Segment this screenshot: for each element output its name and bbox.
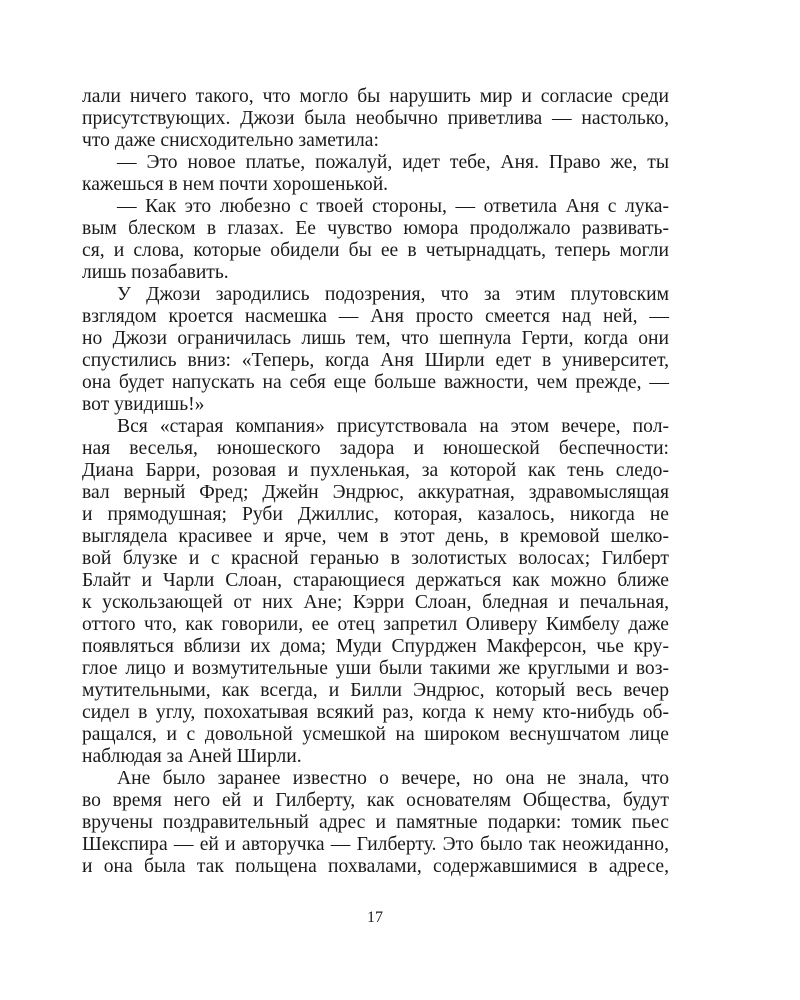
text-line: вой блузке и с красной геранью в золотистых волосах; Гилберт [82,548,669,569]
page-number: 17 [367,909,383,926]
text-line: ся, и слова, которые обидели бы ее в четырнадцать, теперь могли [82,240,669,261]
text-line: мутительными, как всегда, и Билли Эндрюс, который весь вечер [82,680,669,701]
text-line: Вся «старая компания» присутствовала на этом вечере, пол- [117,416,669,437]
text-line: вот увидишь!» [82,394,205,415]
text-line: и она была так польщена похвалами, содержавшимися в адресе, [82,856,669,877]
text-line: — Это новое платье, пожалуй, идет тебе, Аня. Право же, ты [117,152,669,173]
text-line: но Джози ограничилась лишь тем, что шепнула Герти, когда они [82,328,669,349]
text-line: лишь позабавить. [82,262,229,283]
text-line: наблюдая за Аней Ширли. [82,746,302,767]
text-line: оттого что, как говорили, ее отец запретил Оливеру Кимбелу даже [82,614,669,635]
text-line: глое лицо и возмутительные уши были такими же круглыми и воз- [82,658,669,679]
text-line: к ускользающей от них Ане; Кэрри Слоан, бледная и печальная, [82,592,669,613]
text-line: что даже снисходительно заметила: [82,130,379,151]
text-line: кажешься в нем почти хорошенькой. [82,174,389,195]
text-line: Блайт и Чарли Слоан, старающиеся держаться как можно ближе [82,570,669,591]
text-line: Ане было заранее известно о вечере, но она не знала, что [117,768,669,789]
text-line: появляться вблизи их дома; Муди Спурджен Макферсон, чье кру- [82,636,669,657]
text-line: сидел в углу, похохатывая всякий раз, когда к нему кто-нибудь об- [82,702,669,723]
text-line: спустились вниз: «Теперь, когда Аня Ширли едет в университет, [82,350,669,371]
text-line: присутствующих. Джози была необычно приветлива — настолько, [82,108,669,129]
text-line: У Джози зародились подозрения, что за этим плутовским [117,284,669,305]
text-line: Диана Барри, розовая и пухленькая, за которой как тень следо- [82,460,669,481]
text-line: она будет напускать на себя еще больше важности, чем прежде, — [82,372,669,393]
page-body [82,86,669,878]
text-line: вал верный Фред; Джейн Эндрюс, аккуратная, здравомыслящая [82,482,669,503]
text-line: и прямодушная; Руби Джиллис, которая, казалось, никогда не [82,504,669,525]
text-line: — Как это любезно с твоей стороны, — ответила Аня с лука- [117,196,669,217]
text-line: вручены поздравительный адрес и памятные подарки: томик пьес [82,812,669,833]
text-line: выглядела красивее и ярче, чем в этот день, в кремовой шелко- [82,526,669,547]
text-line: взглядом кроется насмешка — Аня просто смеется над ней, — [82,306,669,327]
text-line: ная веселья, юношеского задора и юношеской беспечности: [82,438,669,459]
text-line: вым блеском в глазах. Ее чувство юмора продолжало развивать- [82,218,669,239]
text-line: во время него ей и Гилберту, как основателям Общества, будут [82,790,669,811]
text-line: Шекспира — ей и авторучка — Гилберту. Это было так неожиданно, [82,834,669,855]
text-line: лали ничего такого, что могло бы нарушить мир и согласие среди [82,86,669,107]
text-line: ращался, и с довольной усмешкой на широком веснушчатом лице [82,724,669,745]
